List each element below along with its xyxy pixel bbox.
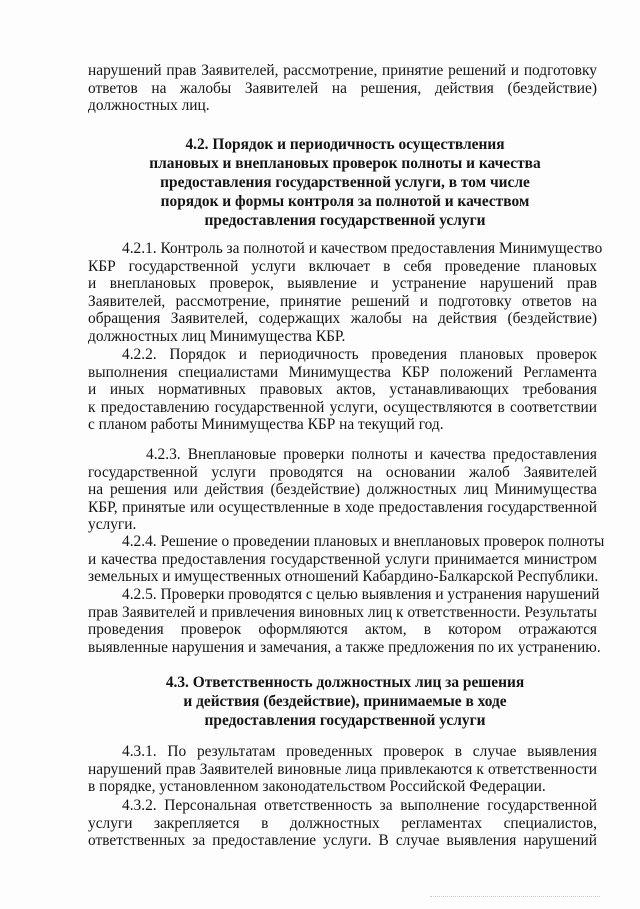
text-line: с планом работы Минимущества КБР на текущий год. xyxy=(88,416,444,434)
heading-line: порядок и формы контроля за полнотой и качеством xyxy=(160,193,530,210)
text-line: должностных лиц. xyxy=(88,97,210,115)
paragraph-4-3-2 xyxy=(88,797,597,850)
text-line: ответов на жалобы Заявителей на решения, действия (бездействие) xyxy=(88,79,597,97)
text-line: и внеплановых проверок, выявление и устранение нарушений прав xyxy=(88,275,597,293)
scan-artifact xyxy=(430,896,600,900)
heading-line: и действия (бездействие), принимаемые в ходе xyxy=(183,693,507,710)
heading-line: плановых и внеплановых проверок полноты и качества xyxy=(149,155,541,172)
text-line: и качества предоставления государственной услуги принимается министром xyxy=(88,550,597,568)
paragraph-4-2-2 xyxy=(88,346,597,434)
text-line: Заявителей, рассмотрение, принятие решений и подготовку ответов на xyxy=(88,292,597,310)
section-heading-4-2 xyxy=(110,135,580,230)
text-line: государственной услуги проводятся на основании жалоб Заявителей xyxy=(88,463,597,481)
text-line: прав Заявителей и привлечения виновных лиц к ответственности. Результаты xyxy=(88,603,597,621)
heading-line: 4.2. Порядок и периодичность осуществления xyxy=(185,136,505,153)
heading-line: предоставления государственной услуги, в том числе xyxy=(160,174,530,191)
heading-line: 4.3. Ответственность должностных лиц за решения xyxy=(165,674,525,691)
paragraph-4-3-1 xyxy=(88,743,597,796)
text-line: должностных лиц Минимущества КБР. xyxy=(88,327,346,345)
text-line: КБР государственной услуги включает в себя проведение плановых xyxy=(88,257,597,275)
text-line: в порядке, установленном законодательством Российской Федерации. xyxy=(88,778,546,796)
text-line: обращения Заявителей, содержащих жалобы на действия (бездействие) xyxy=(88,310,597,328)
text-line: нарушений прав Заявителей, рассмотрение, принятие решений и подготовку xyxy=(88,62,597,79)
text-line: на решения или действия (бездействие) должностных лиц Минимущества xyxy=(88,481,597,499)
text-line: выполнения специалистами Минимущества КБР положений Регламента xyxy=(88,363,597,381)
text-line: 4.2.2. Порядок и периодичность проведения плановых проверок xyxy=(122,346,597,363)
intro-paragraph xyxy=(88,62,597,115)
text-line: 4.2.1. Контроль за полнотой и качеством предоставления Минимущество xyxy=(122,240,603,257)
text-line: 4.2.4. Решение о проведении плановых и внеплановых проверок полноты xyxy=(122,533,605,550)
text-line: 4.3.2. Персональная ответственность за выполнение государственной xyxy=(122,797,597,814)
paragraph-4-2-4 xyxy=(88,533,605,586)
text-line: нарушений прав Заявителей виновные лица привлекаются к ответственности xyxy=(88,760,597,778)
section-heading-4-3 xyxy=(110,673,580,730)
text-line: к предоставлению государственной услуги, осуществляются в соответствии xyxy=(88,398,597,416)
text-line: КБР, принятые или осуществленные в ходе предоставления государственной xyxy=(88,498,597,516)
heading-line: предоставления государственной услуги xyxy=(204,712,486,729)
paragraph-4-2-5 xyxy=(88,586,601,656)
text-line: услуги. xyxy=(88,516,137,534)
text-line: услуги закрепляется в должностных регламентах специалистов, xyxy=(88,814,597,832)
text-line: ответственных за предоставление услуги. В случае выявления нарушений xyxy=(88,832,597,850)
text-line: 4.3.1. По результатам проведенных проверок в случае выявления xyxy=(122,743,597,760)
text-line: 4.2.3. Внеплановые проверки полноты и качества предоставления xyxy=(146,446,597,463)
text-line: проведения проверок оформляются актом, в котором отражаются xyxy=(88,621,597,639)
paragraph-4-2-1 xyxy=(88,240,603,346)
heading-line: предоставления государственной услуги xyxy=(204,212,486,229)
text-line: и иных нормативных правовых актов, устанавливающих требования xyxy=(88,381,597,399)
text-line: земельных и имущественных отношений Кабардино-Балкарской Республики. xyxy=(88,568,599,586)
text-line: выявленные нарушения и замечания, а также предложения по их устранению. xyxy=(88,638,601,656)
paragraph-4-2-3 xyxy=(88,446,597,534)
text-line: 4.2.5. Проверки проводятся с целью выявления и устранения нарушений xyxy=(122,586,600,603)
